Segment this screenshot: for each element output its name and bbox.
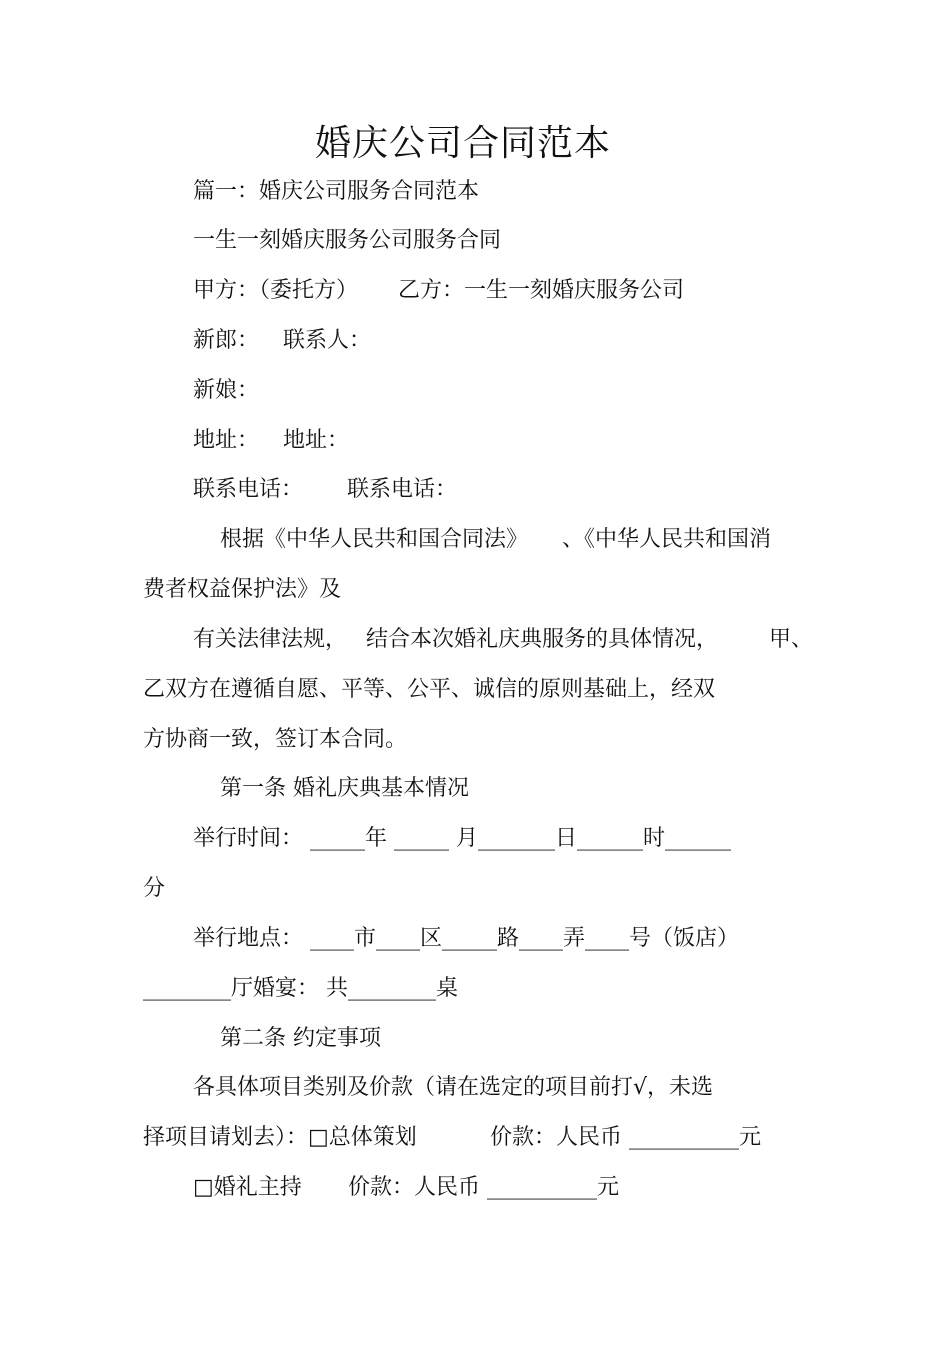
banquet-field: ________厅婚宴： 共________桌 [143, 976, 458, 1001]
party-a-label: 甲方：（委托方） [193, 278, 359, 303]
contract-name: 一生一刻婚庆服务公司服务合同 [193, 228, 502, 253]
preamble-part-7: 乙双方在遵循自愿、平等、公平、诚信的原则基础上，经双 [143, 677, 716, 702]
preamble-part-5: 结合本次婚礼庆典服务的具体情况， [366, 627, 719, 652]
article-1-heading: 第一条 婚礼庆典基本情况 [220, 776, 469, 801]
item-wedding-host-price: 价款：人民币 __________元 [348, 1175, 619, 1200]
items-instruction: 各具体项目类别及价款（请在选定的项目前打√，未选 [193, 1075, 714, 1100]
address-label-a: 地址： [193, 428, 260, 453]
phone-label-a: 联系电话： [193, 477, 304, 502]
ceremony-venue-field: 举行地点： ____市____区_____路____弄____号（饭店） [193, 926, 739, 951]
item-overall-planning-price: 价款：人民币 __________元 [490, 1125, 761, 1150]
party-b-label: 乙方：一生一刻婚庆服务公司 [398, 278, 685, 303]
section-heading: 篇一：婚庆公司服务合同范本 [193, 179, 480, 204]
preamble-part-8: 方协商一致，签订本合同。 [143, 727, 408, 752]
preamble-part-6: 甲、 [769, 627, 814, 652]
item-wedding-host: □婚礼主持 [193, 1175, 302, 1200]
preamble-part-3: 费者权益保护法》及 [143, 577, 342, 602]
preamble-part-2: 、《中华人民共和国消 [562, 527, 772, 552]
bride-label: 新娘： [193, 378, 260, 403]
ceremony-time-minute: 分 [143, 876, 166, 901]
groom-label: 新郎： [193, 328, 260, 353]
ceremony-time-field: 举行时间： _____年 _____ 月_______日______时______ [193, 826, 731, 851]
contact-person-label: 联系人： [283, 328, 372, 353]
article-2-heading: 第二条 约定事项 [220, 1026, 381, 1051]
preamble-part-1: 根据《中华人民共和国合同法》 [220, 527, 529, 552]
phone-label-b: 联系电话： [347, 477, 458, 502]
item-overall-planning: 择项目请划去）：□总体策划 [143, 1125, 417, 1150]
address-label-b: 地址： [283, 428, 350, 453]
preamble-part-4: 有关法律法规， [193, 627, 348, 652]
document-title: 婚庆公司合同范本 [314, 123, 611, 164]
